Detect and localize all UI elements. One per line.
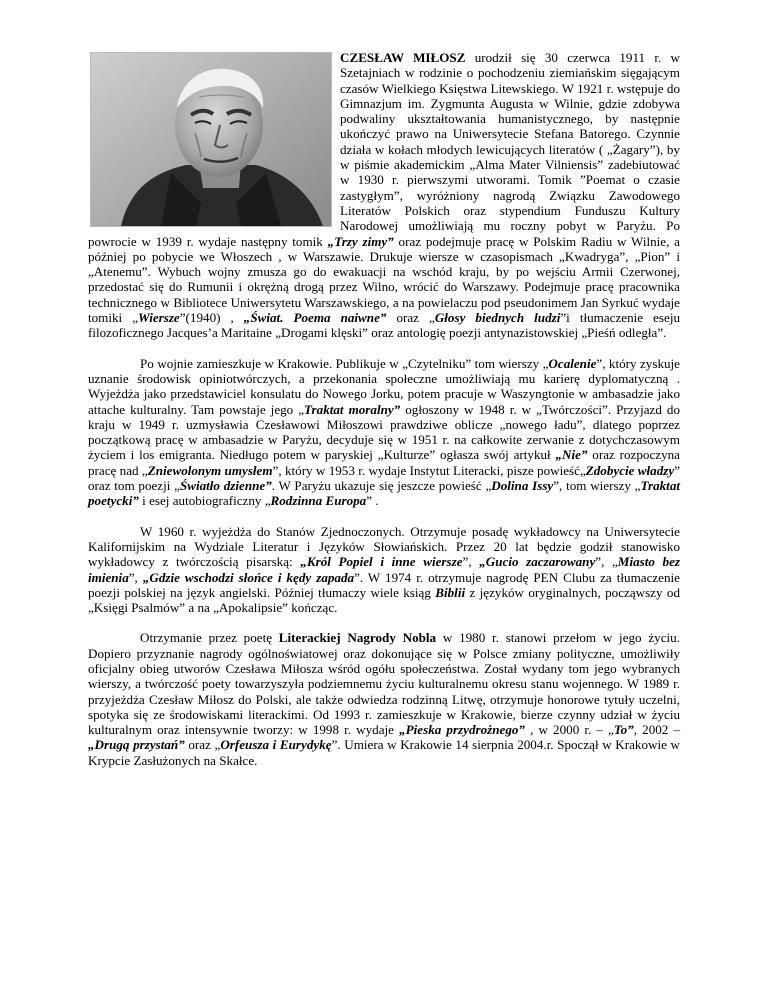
text-run: , w 2000 r. – „ bbox=[524, 722, 614, 738]
emphasized-title: Głosy biednych ludzi bbox=[434, 310, 561, 326]
text-run: ”, bbox=[128, 569, 143, 585]
emphasized-title: „Nie” bbox=[555, 447, 588, 463]
text-run: Po wojnie zamieszkuje w Krakowie. Publikuje w „Czytelniku” tom wierszy „ bbox=[140, 355, 549, 371]
portrait-photo bbox=[90, 52, 332, 227]
paragraph-4 bbox=[88, 630, 680, 768]
emphasized-title: „Król Popiel i inne wiersze bbox=[300, 554, 463, 570]
text-run: oraz rozpoczyna pracę nad „ bbox=[88, 447, 680, 478]
emphasized-title: Literackiej Nagrody Nobla bbox=[278, 630, 437, 646]
emphasized-title: Biblii bbox=[435, 584, 466, 600]
emphasized-title: Dolina Issy bbox=[491, 478, 554, 494]
text-run: oraz podejmuje pracę w Polskim Radiu w Wilnie, a później po pobycie we Włoszech , w Warszawie. Drukuje wiersze w czasopismach „Kwadryga”, „Pion” i „Atenemu”. Wybuch wojny zmusza go do ewakuacji na wschód kraju, by po wejściu Armii Czerwonej, przedostać się do Rumunii i okrężną drogą przez Wilno, wrócić do Warszawy. Podejmuje pracę pracownika technicznego w Bibliotece Uniwersytetu Warszawskiego, a na powielaczu pod pseudonimem Jan Syrkuć wydaje tomiki „ bbox=[88, 233, 680, 326]
text-run: ”, który zyskuje uznanie środowisk opiniotwórczych, a przekonania społeczne umożliwiają mu karierę dyplomatyczną . Wyjeżdża jako przedstawiciel konsulatu do Nowego Jorku, potem pracuje w Waszyngtonie w ambasadzie jako attache kulturalny. Tam powstaje jego „ bbox=[88, 355, 680, 417]
emphasized-title: „Trzy zimy” bbox=[327, 233, 394, 249]
text-run: i esej autobiograficzny „ bbox=[138, 493, 271, 509]
text-run: W 1960 r. wyjeżdża do Stanów Zjednoczonych. Otrzymuje posadę wykładowcy na Uniwersytecie Kalifornijskim na Wydziale Literatur i Języków Słowiańskich. Przez 20 lat będzie godził stanowisko wykładowcy z twórczością pisarską: bbox=[88, 523, 680, 570]
text-run: , 2002 – bbox=[633, 722, 681, 738]
emphasized-title: „Świat. Poema naiwne” bbox=[243, 310, 387, 326]
text-run: ” . bbox=[366, 493, 379, 509]
emphasized-title: „Gucio zaczarowany bbox=[479, 554, 596, 570]
emphasized-title: Orfeusza i Eurydykę bbox=[220, 737, 332, 753]
text-run: urodził się 30 czerwca 1911 r. w Szetajniach w rodzinie o pochodzeniu ziemiańskim sięgającym czasów Wielkiego Księstwa Litewskiego. W 1921 r. wstępuje do Gimnazjum im. Zygmunta Augusta w Wilnie, gdzie zdobywa podwaliny ukształtowania humanistycznego, by następnie ukończyć prawo na Uniwersytecie Stefana Batorego. Czynnie działa w kołach młodych lewicujących literatów ( „Żagary”), by w piśmie akademickim „Alma Mater Vilniensis” zadebiutować w 1930 r. pierwszymi utworami. Tomik ”Poemat o czasie zastygłym”, wyróżniony nagrodą Związku Zawodowego Literatów Polskich oraz stypendium Funduszu Kultury Narodowej umożliwiają mu roczny pobyt w Paryżu. Po powrocie w 1939 r. wydaje następny tomik bbox=[88, 50, 680, 249]
text-run: . W Paryżu ukazuje się jeszcze powieść „ bbox=[271, 478, 492, 494]
text-run: w 1980 r. stanowi przełom w jego życiu. Dopiero przyznanie nagrody ogólnoświatowej oraz dokonujące się w Polsce zmiany polityczne, umożliwiły oficjalny obieg utworów Czesława Miłosza wśród ogółu społeczeństwa. Został wydany tom jego wybranych wierszy, a twórczość poety towarzyszyła podziemnemu życiu kulturalnemu okresu stanu wojennego. W 1989 r. przyjeżdża Czesław Miłosz do Polski, ale także odwiedza rodzinną Litwę, otrzymuje honorowe tytuły uczelni, spotyka się ze środowiskami literackimi. Od 1993 r. zamieszkuje w Krakowie, bierze czynny udział w życiu kulturalnym oraz intensywnie tworzy: w 1998 r. wydaje bbox=[88, 630, 680, 738]
text-run: ”, „ bbox=[595, 554, 618, 570]
portrait-image bbox=[91, 53, 331, 226]
text-run: ”, tom wierszy „ bbox=[553, 478, 641, 494]
emphasized-title: Miasto bez imienia bbox=[88, 554, 680, 585]
text-run: ”, bbox=[462, 554, 480, 570]
text-run: ogłoszony w 1948 r. w „Twórczości”. Przyjazd do kraju w 1949 r. uzmysławia Czesławowi Miłoszowi prawdziwe oblicze „nowego ładu”, dlatego poprzez początkową pracę w ambasadzie w Paryżu, decyduje się w 1951 r. na całkowite zerwanie z dotychczasowym życiem i los emigranta. Niedługo potem w paryskiej „Kulturze” ogłasza swój artykuł bbox=[88, 401, 681, 463]
text-run: ”. W 1974 r. otrzymuje nagrodę PEN Clubu za tłumaczenie poezji polskiej na język angielski. Później tłumaczy wiele ksiąg bbox=[88, 569, 680, 600]
emphasized-title: To” bbox=[613, 722, 634, 738]
emphasized-title: Traktat moralny” bbox=[304, 401, 401, 417]
emphasized-title: „Drugą przystań” bbox=[88, 737, 185, 753]
paragraph-3 bbox=[88, 524, 680, 616]
text-run: oraz „ bbox=[386, 310, 435, 326]
emphasized-title: Rodzinna Europa bbox=[270, 493, 367, 509]
emphasized-title: „Pieska przydrożnego” bbox=[399, 722, 525, 738]
text-run: ”(1940) , bbox=[179, 310, 244, 326]
text-run: oraz „ bbox=[184, 737, 221, 753]
emphasized-title: Zniewolonym umysłem bbox=[147, 462, 273, 478]
emphasized-title: CZESŁAW MIŁOSZ bbox=[340, 50, 466, 65]
emphasized-title: Zdobycie władzy bbox=[585, 462, 675, 478]
biography-document bbox=[88, 50, 680, 783]
text-run: ”, który w 1953 r. wydaje Instytut Literacki, pisze powieść„ bbox=[272, 462, 586, 478]
emphasized-title: Ocalenie bbox=[548, 355, 597, 371]
paragraph-2 bbox=[88, 356, 680, 509]
emphasized-title: Światło dzienne” bbox=[179, 478, 272, 494]
text-run: ”i tłumaczenie eseju filozoficznego Jacques’a Maritaine „Drogami klęski” oraz antologię poezji antynazistowskiej „Pieśń odległa”. bbox=[88, 310, 681, 341]
text-run: ”. Umiera w Krakowie 14 sierpnia 2004.r. Spoczął w Krakowie w Krypcie Zasłużonych na Skałce. bbox=[88, 737, 680, 768]
emphasized-title: „Gdzie wschodzi słońce i kędy zapada bbox=[142, 569, 355, 585]
text-run: Otrzymanie przez poetę bbox=[140, 630, 279, 646]
text-run: z języków oryginalnych, począwszy od „Księgi Psalmów” a na „Apokalipsie” kończąc. bbox=[88, 584, 680, 616]
emphasized-title: Wiersze bbox=[138, 310, 180, 326]
emphasized-title: Traktat poetycki” bbox=[88, 478, 681, 509]
text-run: ” oraz tom poezji „ bbox=[88, 462, 680, 494]
